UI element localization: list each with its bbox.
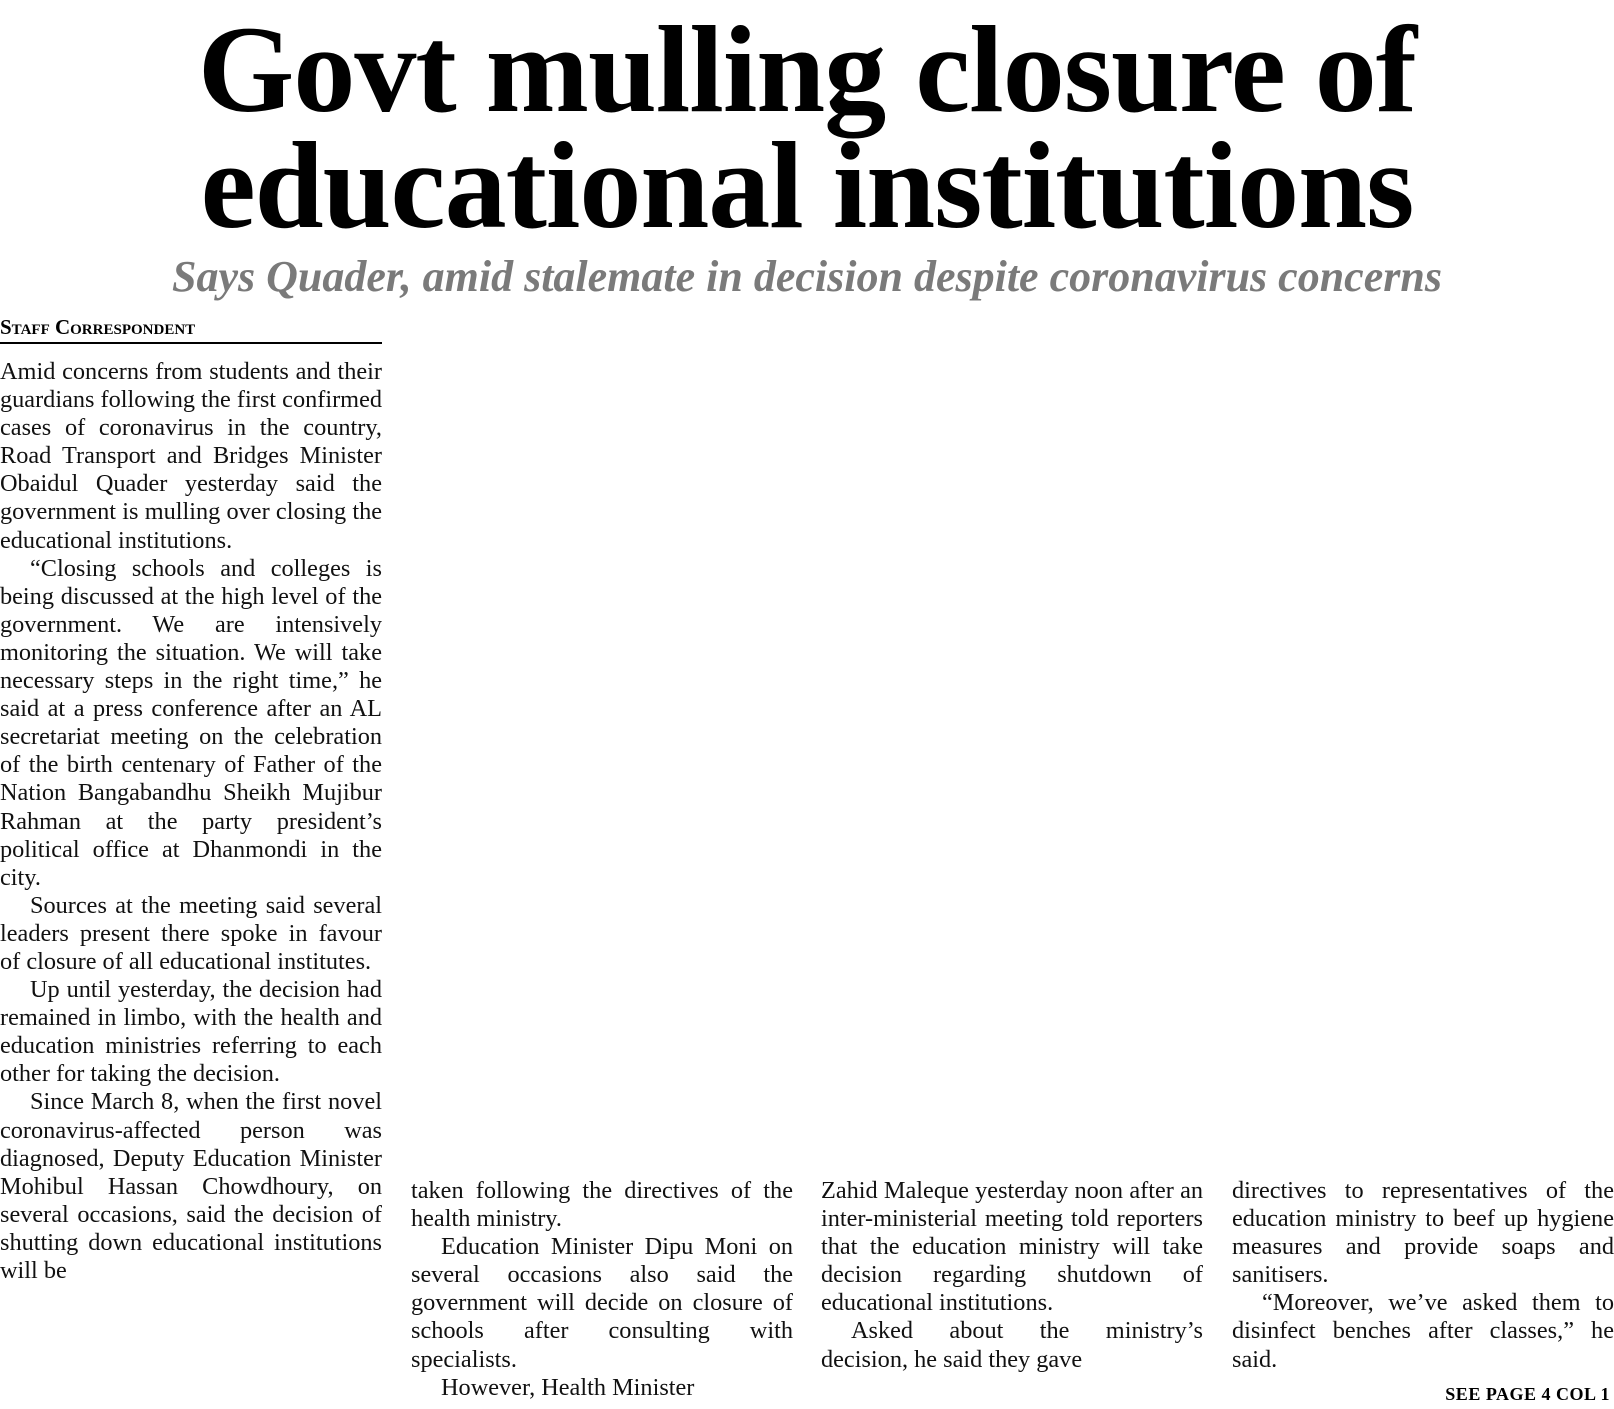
article-column-2: [411, 1177, 793, 1402]
paragraph: Asked about the ministry’s decision, he said they gave: [821, 1317, 1203, 1373]
headline-line-2: educational institutions: [200, 117, 1414, 254]
paragraph: taken following the directives of the health ministry.: [411, 1177, 793, 1233]
subheadline: Says Quader, amid stalemate in decision despite coronavirus concerns: [172, 252, 1442, 301]
paragraph: “Moreover, we’ve asked them to disinfect benches after classes,” he said.: [1232, 1289, 1614, 1373]
paragraph: Zahid Maleque yesterday noon after an inter-ministerial meeting told reporters that the education ministry will take decision regarding shutdown of educational institutions.: [821, 1177, 1203, 1317]
paragraph: Since March 8, when the first novel coronavirus-affected person was diagnosed, Deputy Education Minister Mohibul Hassan Chowdhoury, on several occasions, said the decision of shutting down educational institutions will be: [0, 1088, 382, 1284]
headline: [0, 1, 1614, 254]
paragraph: However, Health Minister: [441, 1373, 695, 1401]
continued-on-page-link[interactable]: SEE PAGE 4 COL 1: [1445, 1384, 1610, 1404]
article-column-1: [0, 358, 382, 1285]
paragraph: Sources at the meeting said several leaders present there spoke in favour of closure of all educational institutes.: [0, 891, 382, 975]
paragraph: Education Minister Dipu Moni on several occasions also said the government will decide on closure of schools after consulting with specialists.: [411, 1233, 793, 1373]
byline: Staff Correspondent: [0, 314, 382, 344]
paragraph: directives to representatives of the education ministry to beef up hygiene measures and provide soaps and sanitisers.: [1232, 1177, 1614, 1289]
article-column-4: [1232, 1177, 1614, 1374]
paragraph: Up until yesterday, the decision had remained in limbo, with the health and education ministries referring to each other for taking the decision.: [0, 976, 382, 1088]
paragraph: “Closing schools and colleges is being discussed at the high level of the government. We are intensively monitoring the situation. We will take necessary steps in the right time,” he said at a press conference after an AL secretariat meeting on the celebration of the birth centenary of Father of the Nation Bangabandhu Sheikh Mujibur Rahman at the party president’s political office at Dhanmondi in the city.: [0, 554, 382, 891]
article-column-3: [821, 1177, 1203, 1374]
paragraph: Amid concerns from students and their guardians following the first confirmed cases of coronavirus in the country, Road Transport and Bridges Minister Obaidul Quader yesterday said the government is mulling over closing the educational institutions.: [0, 358, 382, 554]
headline-line-1: Govt mulling closure of: [197, 1, 1417, 138]
